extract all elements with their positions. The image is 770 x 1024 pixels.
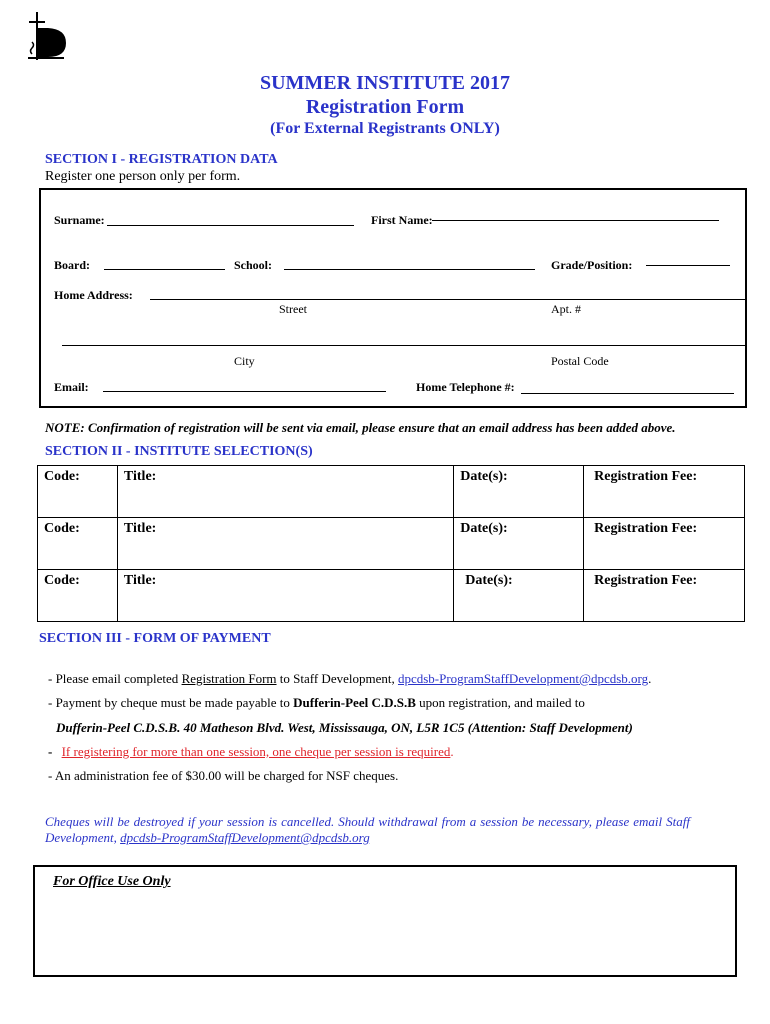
first-name-label: First Name: (371, 213, 433, 227)
payee-name: Dufferin-Peel C.D.S.B (293, 695, 416, 710)
one-cheque-requirement: If registering for more than one session, one cheque per session is required (61, 744, 451, 759)
nsf-fee-line: - An administration fee of $30.00 will be charged for NSF cheques. (48, 768, 399, 783)
payment-email-mid: to Staff Development, (276, 671, 398, 686)
cheque-payable-pre: - Payment by cheque must be made payable to (48, 695, 294, 710)
school-field[interactable] (284, 269, 535, 270)
staff-development-email-link[interactable]: dpcdsb-ProgramStaffDevelopment@dpcdsb.org (397, 671, 649, 686)
payment-email-line (48, 671, 651, 687)
street-caption: Street (279, 302, 307, 316)
one-cheque-dash: - (48, 744, 53, 759)
school-label: School: (234, 258, 273, 272)
home-telephone-label: Home Telephone #: (416, 380, 515, 394)
apt-caption: Apt. # (551, 302, 581, 316)
title-cell[interactable]: Title: (117, 570, 453, 622)
selection-row (38, 570, 745, 622)
surname-label: Surname: (54, 213, 105, 227)
office-use-label: For Office Use Only (53, 874, 171, 889)
title-cell[interactable]: Title: (117, 466, 453, 518)
email-label: Email: (54, 380, 89, 394)
cheque-payable-line (48, 695, 585, 711)
city-caption: City (234, 354, 255, 368)
form-subtitle: Registration Form (305, 96, 465, 118)
surname-field[interactable] (107, 225, 354, 226)
board-field[interactable] (104, 269, 225, 270)
section3-heading: SECTION III - FORM OF PAYMENT (39, 631, 271, 646)
fee-cell[interactable]: Registration Fee: (584, 570, 745, 622)
selection-row (38, 518, 745, 570)
street-field[interactable] (150, 299, 746, 300)
cheque-payable-end: upon registration, and mailed to (415, 695, 585, 710)
code-cell[interactable]: Code: (38, 466, 118, 518)
title-cell[interactable]: Title: (117, 518, 453, 570)
one-cheque-end: . (450, 744, 454, 759)
cancellation-email-link[interactable]: dpcdsb-ProgramStaffDevelopment@dpcdsb.org (120, 830, 370, 845)
fee-cell[interactable]: Registration Fee: (584, 466, 745, 518)
cancellation-text: Cheques will be destroyed if your session is cancelled. Should withdrawal from a session be necessary, please email Staff Development, (45, 814, 690, 845)
grade-position-label: Grade/Position: (551, 258, 633, 272)
board-label: Board: (54, 258, 90, 272)
grade-position-field[interactable] (646, 265, 730, 266)
dates-cell[interactable]: Date(s): (454, 466, 584, 518)
payment-email-end: . (648, 671, 652, 686)
confirmation-note: NOTE: Confirmation of registration will be sent via email, please ensure that an email address has been added above. (45, 420, 676, 435)
mailing-address: Dufferin-Peel C.D.S.B. 40 Matheson Blvd. West, Mississauga, ON, L5R 1C5 (Attention: Staff Development) (56, 720, 633, 735)
city-postal-field[interactable] (62, 345, 746, 346)
section1-instruction: Register one person only per form. (45, 169, 241, 184)
form-title: SUMMER INSTITUTE 2017 (259, 72, 511, 94)
home-telephone-field[interactable] (521, 393, 734, 394)
board-logo (16, 12, 72, 64)
code-cell[interactable]: Code: (38, 570, 118, 622)
section1-heading: SECTION I - REGISTRATION DATA (45, 152, 278, 167)
section2-heading: SECTION II - INSTITUTE SELECTION(S) (45, 444, 313, 459)
audience-note: (For External Registrants ONLY) (270, 120, 500, 137)
cancellation-note (45, 814, 690, 846)
postal-code-caption: Postal Code (551, 354, 609, 368)
one-cheque-line (48, 744, 454, 760)
first-name-field[interactable] (432, 220, 719, 221)
dates-cell[interactable]: Date(s): (454, 518, 584, 570)
email-field[interactable] (103, 391, 386, 392)
payment-email-pre: - Please email completed (48, 671, 182, 686)
code-cell[interactable]: Code: (38, 518, 118, 570)
selection-row (38, 466, 745, 518)
home-address-label: Home Address: (54, 288, 133, 302)
fee-cell[interactable]: Registration Fee: (584, 518, 745, 570)
registration-form-link[interactable]: Registration Form (181, 671, 277, 686)
dates-cell[interactable]: Date(s): (454, 570, 584, 622)
selection-table (37, 465, 745, 622)
